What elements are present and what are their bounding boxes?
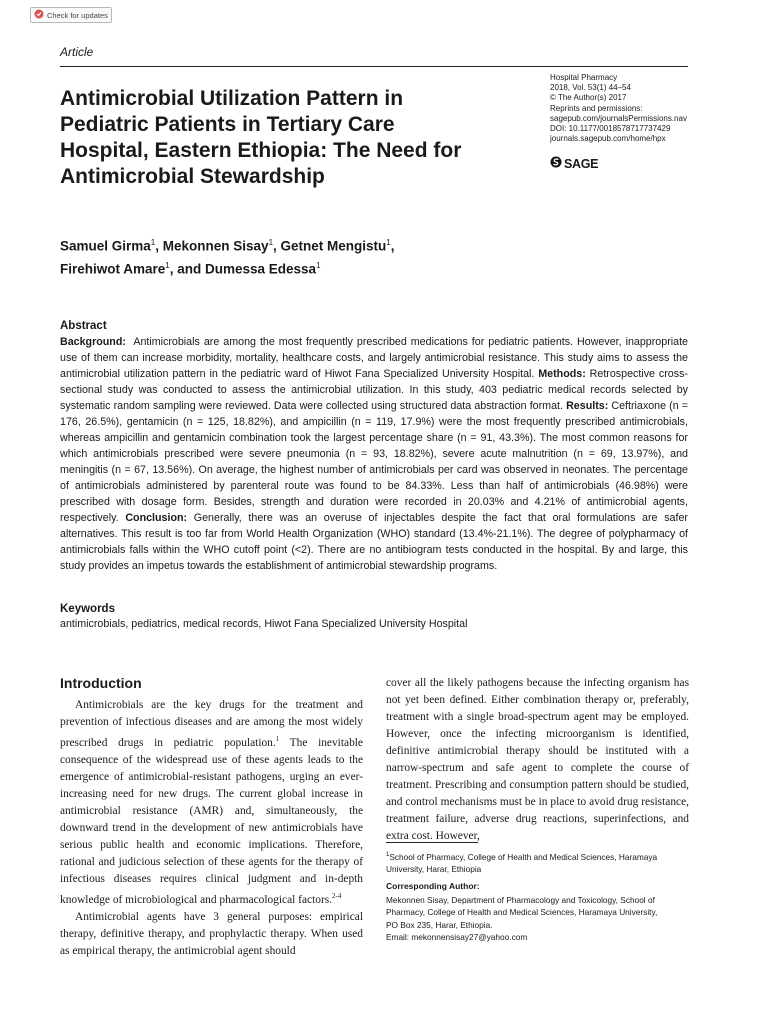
journal-home-link[interactable]: journals.sagepub.com/home/hpx [550, 134, 666, 144]
author-affiliation-ref: 1 [150, 238, 156, 247]
results-label: Results: [566, 400, 609, 412]
citation-ref[interactable]: 1 [275, 735, 280, 744]
affiliation-number: 1 [386, 852, 390, 858]
conclusion-label: Conclusion: [125, 512, 188, 524]
intro-paragraph-3: cover all the likely pathogens because the infecting organism has not yet been defined. Either combination therapy or, preferably, treatment with a single broad-spectrum agent may be employed. However, once the infecting microorganism is identified, definitive antimicrobial therapy should be instituted with a narrow-spectrum and safe agent to complete the course of treatment. Prescribing and consumption pattern should be studied, and control mechanisms must be in place to avoid drug resistance, treatment failure, adverse drug reactions, superinfections, and extra cost. However, [386, 677, 689, 843]
methods-label: Methods: [538, 368, 586, 380]
background-text: Antimicrobials are among the most frequently prescribed medications for pediatric patients. However, inappropriate use of them can increase morbidity, mortality, healthcare costs, and largely antimicrobial resistance. This study aims to assess the antimicrobial utilization pattern in the pediatric ward of Hiwot Fana Specialized University Hospital. [60, 336, 688, 380]
header-rule [60, 66, 688, 67]
corresponding-author-heading: Corresponding Author: [386, 881, 480, 891]
journal-name: Hospital Pharmacy [550, 73, 618, 82]
intro-column-right [386, 675, 689, 845]
author-affiliation-ref: 1 [268, 238, 274, 247]
check-for-updates-label: Check for updates [47, 10, 108, 20]
keywords-text: antimicrobials, pediatrics, medical records, Hiwot Fana Specialized University Hospital [60, 618, 468, 630]
background-label: Background: [60, 336, 126, 348]
journal-copyright: © The Author(s) 2017 [550, 93, 627, 103]
intro-p1-text-b: The inevitable consequence of the widespread use of these agents leads to the emergence of antimicrobial-resistant pathogens, urging an ever-increasing need for new drugs. The current global increase in antimicrobial resistance (AMR) and, simultaneously, the downward trend in the development of new antimicrobials have serious public health and economic implications. Therefore, rational and judicious selection of these agents for the therapy of infectious diseases requires clinical judgment and in-depth knowledge of microbiological and pharmacological factors. [60, 736, 363, 907]
abstract-body [60, 334, 688, 574]
corresponding-author-details [386, 894, 691, 943]
author-name: Firehiwot Amare [60, 261, 166, 277]
author-separator: , [390, 238, 395, 254]
corresponding-author-address: Mekonnen Sisay, Department of Pharmacology and Toxicology, School of Pharmacy, College of Health and Medical Sciences, Haramaya University, [386, 895, 658, 918]
journal-doi[interactable]: DOI: 10.1177/0018578717737429 [550, 124, 671, 134]
introduction-heading: Introduction [60, 675, 142, 691]
author-separator: , [273, 238, 281, 254]
author-name: Getnet Mengistu [280, 238, 387, 254]
author-separator: , [155, 238, 163, 254]
article-type-label: Article [60, 45, 94, 59]
conclusion-text: Generally, there was an overuse of injectables despite the fact that oral formulations are safer alternatives. This result is too far from World Health Organization (WHO) standard (13.4%-21.1%). The degree of polypharmacy of antimicrobials falls within the WHO cutoff point (<2). There are no antibiogram tests conducted in the hospital. By and large, this study provides an impetus towards the establishment of antimicrobial stewardship programs. [60, 512, 688, 572]
update-badge-icon [34, 6, 44, 24]
article-title: Antimicrobial Utilization Pattern in Pediatric Patients in Tertiary Care Hospital, Eastern Ethiopia: The Need for Antimicrobial Stewardship [60, 87, 462, 188]
methods-text: Retrospective cross-sectional study was conducted to assess the antimicrobial utilization. In this study, 403 pediatric medical records selected by systematic random sampling were reviewed. Data were collected using structured data abstraction format. [60, 368, 688, 412]
affiliation-footnote [386, 849, 686, 875]
author-name: Dumessa Edessa [205, 261, 317, 277]
intro-paragraph-2: Antimicrobial agents have 3 general purposes: empirical therapy, definitive therapy, and prophylactic therapy. When used as empirical therapy, the antimicrobial agent should [60, 911, 363, 958]
intro-p1-text-a: Antimicrobials are the key drugs for the treatment and prevention of infectious diseases and are among the most widely prescribed drugs in pediatric population. [60, 699, 363, 749]
keywords-heading: Keywords [60, 603, 115, 615]
abstract-heading: Abstract [60, 320, 107, 332]
footnote-rule [386, 842, 478, 843]
author-affiliation-ref: 1 [165, 261, 170, 270]
abstract [60, 318, 688, 574]
author-name: Mekonnen Sisay [162, 238, 269, 254]
author-name: Samuel Girma [60, 238, 151, 254]
journal-permissions-link[interactable]: sagepub.com/journalsPermissions.nav [550, 113, 687, 123]
author-affiliation-ref: 1 [386, 238, 391, 247]
results-text: Ceftriaxone (n = 176, 26.5%), gentamicin (n = 125, 18.82%), and ampicillin (n = 119, 17.9%) were the most frequently prescribed antimicrobials, whereas ampicillin and gentamicin combination took the largest percentage share (n = 91, 43.3%). The most common reasons for which antimicrobials prescribed were severe pneumonia (n = 93, 18.82%), severe acute malnutrition (n = 69, 13.97%), and meningitis (n = 67, 13.56%). On average, the highest number of antimicrobials per card was observed in neonates. The percentage of antimicrobials administered by parenteral route was found to be 84.33%. Less than half of antimicrobials (46.98%) were prescribed with dosage form. Besides, strength and duration were recorded in 20.03% and 4.21% of antimicrobial agents, respectively. [60, 400, 688, 524]
sage-mark-icon [550, 155, 562, 173]
intro-column-left [60, 697, 363, 960]
journal-info [550, 73, 710, 144]
sage-logo [550, 155, 598, 173]
corresponding-author-pobox: PO Box 235, Harar, Ethiopia. [386, 919, 493, 930]
citation-ref[interactable]: 2-4 [332, 892, 342, 901]
check-for-updates-button[interactable] [30, 7, 112, 23]
corresponding-author-email[interactable]: Email: mekonnensisay27@yahoo.com [386, 931, 528, 942]
sage-logo-text: SAGE [564, 157, 599, 171]
author-separator: , and [169, 261, 205, 277]
author-list [60, 233, 510, 279]
journal-volume: 2018, Vol. 53(1) 44–54 [550, 83, 631, 93]
author-affiliation-ref: 1 [316, 261, 321, 270]
intro-paragraph-1 [60, 697, 363, 909]
journal-reprints: Reprints and permissions: [550, 103, 643, 113]
affiliation-text: School of Pharmacy, College of Health and Medical Sciences, Haramaya University, Harar, Ethiopia [386, 851, 658, 874]
